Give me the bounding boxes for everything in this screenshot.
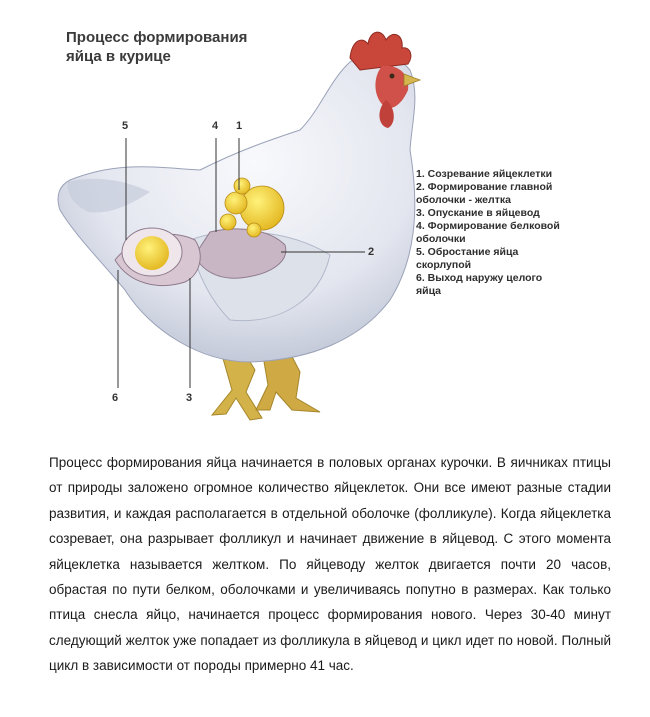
legend-line: 6. Выход наружу целого xyxy=(416,272,543,284)
legend-line: оболочки - желтка xyxy=(416,194,511,206)
legend-line: скорлупой xyxy=(416,259,472,271)
comb xyxy=(350,32,411,70)
callout-2: 2 xyxy=(368,246,375,258)
legend-line: 5. Обростание яйца xyxy=(416,246,519,258)
callout-1: 1 xyxy=(236,120,243,132)
legend-line: оболочки xyxy=(416,233,466,245)
callout-4: 4 xyxy=(212,120,219,132)
legend-line: яйца xyxy=(416,285,442,297)
title-line-2: яйца в курице xyxy=(66,48,171,65)
callout-6: 6 xyxy=(112,392,119,404)
callout-3: 3 xyxy=(186,392,193,404)
legend-line: 3. Опускание в яйцевод xyxy=(416,207,540,219)
callout-5: 5 xyxy=(122,120,129,132)
legend-line: 1. Созревание яйцеклетки xyxy=(416,168,553,180)
description-paragraph: Процесс формирования яйца начинается в половых органах курочки. В яичниках птицы от природы заложено огромное количество яйцеклеток. Они все имеют разные стадии развития, и каждая располагается в отдельной оболочке (фолликуле). Когда яйцеклетка созревает, она разрывает фолликул и начинает движение в яйцевод. С этого момента яйцеклетка называется желтком. По яйцеводу желток двигается почти 20 часов, обрастая по пути белком, оболочками и увеличиваясь попутно в размерах. Как только птица снесла яйцо, начинается процесс формирования нового. Через 30-40 минут следующий желток уже попадает из фолликула в яйцевод и цикл идет по новой. Полный цикл в зависимости от породы примерно 41 час. xyxy=(49,455,611,674)
legend-line: 2. Формирование главной xyxy=(416,181,553,193)
title-line-1: Процесс формирования xyxy=(66,29,248,46)
stage-legend xyxy=(416,168,606,298)
legend-line: 4. Формирование белковой xyxy=(416,220,560,232)
egg-yolk xyxy=(135,236,169,270)
